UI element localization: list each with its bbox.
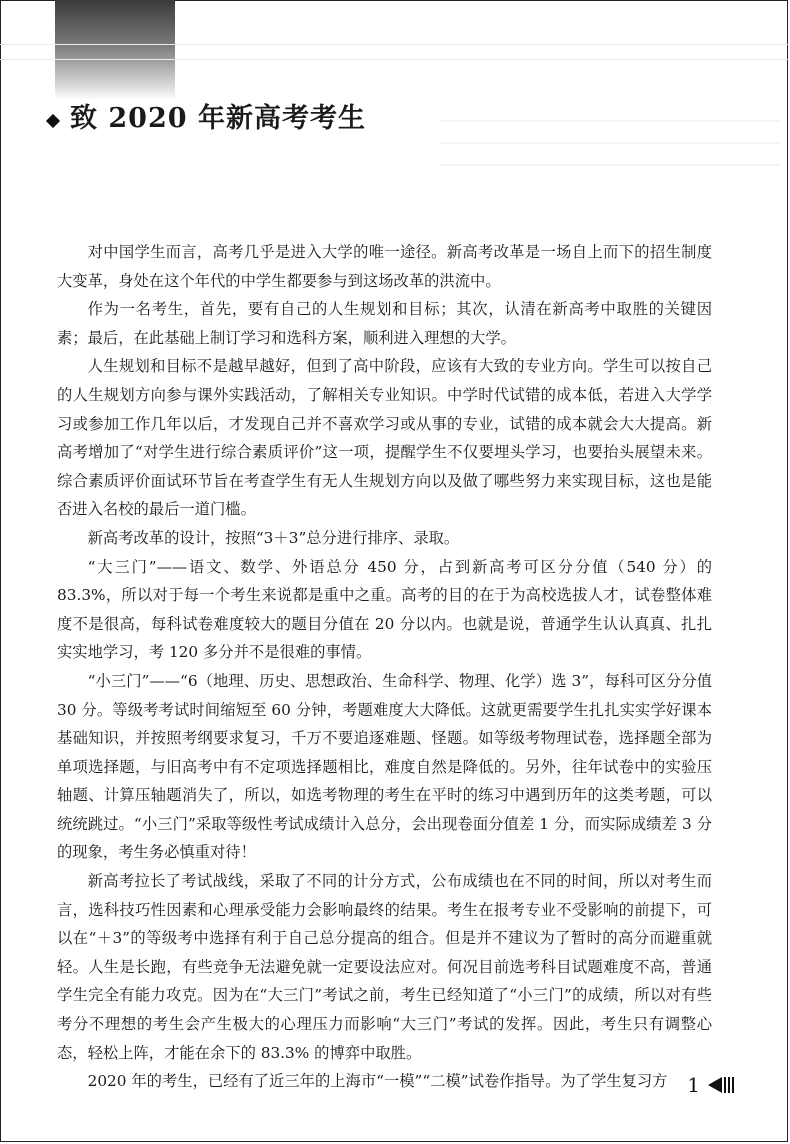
bleed-through-header (0, 44, 790, 60)
paragraph: 2020 年的考生，已经有了近三年的上海市“一模”“二模”试卷作指导。为了学生复习方 (87, 1072, 668, 1091)
paragraph: “大三门”——语文、数学、外语总分 450 分，占到新高考可区分分值（540 分）的 83.3%，所以对于每一个考生来说都是重中之重。高考的目的在于为高校选拔人才，试卷整体难度不是很高，每科试卷难度较大的题目分值在 20 分以内。也就是说，普通学生认认真真、扎扎实实地学习，考 120 多分并不是很难的事情。 (57, 557, 712, 662)
paragraph: “小三门”——“6（地理、历史、思想政治、生命科学、物理、化学）选 3”，每科可区分分值 30 分。等级考考试时间缩短至 60 分钟，考题难度大大降低。这就更需要学生扎扎实实学好课本基础知识，并按照考纲要求复习，千万不要追逐难题、怪题。如等级考物理试卷，选择题全部为单项选择题，与旧高考中有不定项选择题相比，难度自然是降低的。另外，往年试卷中的实验压轴题、计算压轴题消失了，所以，如选考物理的考生在平时的练习中遇到历年的这类考题，可以统统跳过。“小三门”采取等级性考试成绩计入总分，会出现卷面分值差 1 分，而实际成绩差 3 分的现象，考生务必慎重对待！ (57, 671, 712, 862)
paragraph: 对中国学生而言，高考几乎是进入大学的唯一途径。新高考改革是一场自上而下的招生制度大变革，身处在这个年代的中学生都要参与到这场改革的洪流中。 (57, 243, 712, 290)
article-body (57, 238, 712, 1096)
paragraph: 新高考拉长了考试战线，采取了不同的计分方式，公布成绩也在不同的时间，所以对考生而言，选科技巧性因素和心理承受能力会影响最终的结果。考生在报考专业不受影响的前提下，可以在“＋3”的等级考中选择有利于自己总分提高的组合。但是并不建议为了暂时的高分而避重就轻。人生是长跑，有些竞争无法避免就一定要设法应对。何况目前选考科目试题难度不高，普通学生完全有能力攻克。因为在“大三门”考试之前，考生已经知道了“小三门”的成绩，所以对有些考分不理想的考生会产生极大的心理压力而影响“大三门”考试的发挥。因此，考生只有调整心态，轻松上阵，才能在余下的 83.3% 的博弈中取胜。 (57, 872, 712, 1062)
page-title-text: 致 2020 年新高考考生 (70, 103, 366, 134)
paragraph: 作为一名考生，首先，要有自己的人生规划和目标；其次，认清在新高考中取胜的关键因素；最后，在此基础上制订学习和选科方案，顺利进入理想的大学。 (57, 300, 712, 347)
paragraph: 新高考改革的设计，按照“3＋3”总分进行排序、录取。 (87, 528, 460, 547)
paragraph: 人生规划和目标不是越早越好，但到了高中阶段，应该有大致的专业方向。学生可以按自己的人生规划方向参与课外实践活动，了解相关专业知识。中学时代试错的成本低，若进入大学学习或参加工作几年以后，才发现自己并不喜欢学习或从事的专业，试错的成本就会大大提高。新高考增加了“对学生进行综合素质评价”这一项，提醒学生不仅要埋头学习，也要抬头展望未来。综合素质评价面试环节旨在考查学生有无人生规划方向以及做了哪些努力来实现目标，这也是能否进入名校的最后一道门槛。 (57, 357, 712, 519)
page-footer (687, 1073, 734, 1097)
bleed-through-text (440, 100, 780, 180)
page-title (48, 96, 366, 135)
arrow-left-icon (708, 1077, 722, 1093)
page-number: 1 (687, 1073, 700, 1097)
diamond-icon (46, 113, 60, 127)
bars-icon (724, 1077, 734, 1093)
